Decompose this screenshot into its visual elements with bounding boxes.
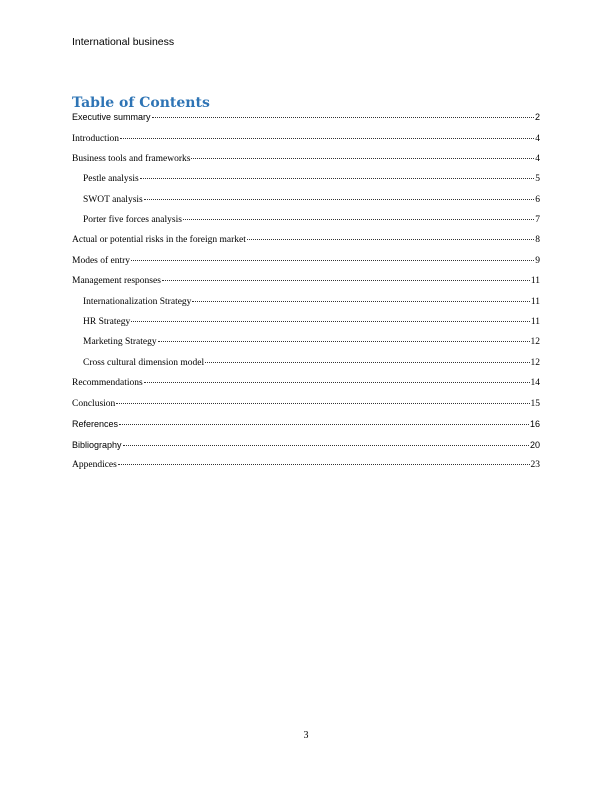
toc-dot-leader bbox=[152, 117, 534, 118]
toc-entry-recommendations[interactable] bbox=[72, 376, 540, 390]
toc-entry-label: Pestle analysis bbox=[83, 174, 139, 184]
toc-entry-business-tools[interactable] bbox=[72, 152, 540, 166]
toc-entry-page: 8 bbox=[535, 235, 540, 245]
toc-dot-leader bbox=[247, 239, 534, 240]
toc-entry-bibliography[interactable] bbox=[72, 438, 540, 452]
toc-entry-label: Conclusion bbox=[72, 399, 116, 409]
toc-entry-page: 4 bbox=[535, 134, 540, 144]
toc-entry-references[interactable] bbox=[72, 417, 540, 431]
toc-entry-page: 9 bbox=[535, 256, 540, 266]
toc-entry-page: 16 bbox=[529, 419, 540, 429]
toc-entry-page: 12 bbox=[530, 358, 540, 368]
toc-entry-label: Actual or potential risks in the foreign market bbox=[72, 235, 246, 245]
toc-entry-introduction[interactable] bbox=[72, 132, 540, 146]
toc-entry-internationalization[interactable] bbox=[83, 295, 540, 309]
toc-entry-page: 4 bbox=[535, 154, 540, 164]
toc-dot-leader bbox=[191, 158, 534, 159]
toc-entry-page: 11 bbox=[530, 317, 540, 327]
toc-entry-page: 5 bbox=[535, 174, 540, 184]
toc-entry-label: Marketing Strategy bbox=[83, 337, 157, 347]
toc-entry-label: Introduction bbox=[72, 134, 119, 144]
toc-entry-label: Business tools and frameworks bbox=[72, 154, 191, 164]
toc-entry-page: 11 bbox=[530, 297, 540, 307]
toc-entry-modes-of-entry[interactable] bbox=[72, 254, 540, 268]
toc-entry-page: 11 bbox=[530, 276, 540, 286]
toc-entry-label: Internationalization Strategy bbox=[83, 297, 192, 307]
toc-entry-label: Modes of entry bbox=[72, 256, 131, 266]
toc-entry-label: Executive summary bbox=[72, 112, 151, 122]
toc-entry-risks[interactable] bbox=[72, 233, 540, 247]
toc-dot-leader bbox=[183, 219, 534, 220]
toc-entry-hr-strategy[interactable] bbox=[83, 315, 540, 329]
page-header: International business bbox=[72, 36, 175, 48]
toc-entry-page: 12 bbox=[530, 337, 540, 347]
toc-entry-management-responses[interactable] bbox=[72, 274, 540, 288]
toc-dot-leader bbox=[131, 321, 530, 322]
toc-entry-conclusion[interactable] bbox=[72, 397, 540, 411]
toc-entry-cross-cultural[interactable] bbox=[83, 356, 540, 370]
toc-dot-leader bbox=[162, 280, 530, 281]
toc-entry-label: Appendices bbox=[72, 460, 117, 470]
toc-dot-leader bbox=[123, 445, 529, 446]
toc-entry-porter[interactable] bbox=[83, 213, 540, 227]
toc-dot-leader bbox=[116, 403, 529, 404]
page-number: 3 bbox=[303, 730, 309, 741]
toc-entry-page: 14 bbox=[530, 378, 540, 388]
toc-dot-leader bbox=[144, 382, 530, 383]
toc-dot-leader bbox=[120, 138, 534, 139]
toc-entry-label: Recommendations bbox=[72, 378, 143, 388]
toc-dot-leader bbox=[144, 199, 535, 200]
toc-entry-label: Porter five forces analysis bbox=[83, 215, 182, 225]
toc-entry-appendices[interactable] bbox=[72, 458, 540, 472]
toc-entry-page: 2 bbox=[534, 112, 540, 122]
toc-dot-leader bbox=[131, 260, 534, 261]
toc-entry-label: HR Strategy bbox=[83, 317, 131, 327]
toc-entry-page: 20 bbox=[529, 440, 540, 450]
toc-dot-leader bbox=[192, 301, 529, 302]
toc-dot-leader bbox=[205, 362, 529, 363]
toc-entry-page: 15 bbox=[530, 399, 540, 409]
toc-entry-swot[interactable] bbox=[83, 193, 540, 207]
toc-entry-label: Management responses bbox=[72, 276, 161, 286]
toc-dot-leader bbox=[140, 178, 535, 179]
toc-entry-pestle[interactable] bbox=[83, 172, 540, 186]
toc-dot-leader bbox=[119, 424, 529, 425]
toc-entry-label: Bibliography bbox=[72, 440, 122, 450]
toc-entry-label: References bbox=[72, 419, 119, 429]
toc-entry-executive-summary[interactable] bbox=[72, 110, 540, 124]
toc-entry-label: SWOT analysis bbox=[83, 195, 143, 205]
toc-title: Table of Contents bbox=[72, 95, 210, 111]
toc-dot-leader bbox=[118, 464, 530, 465]
toc-entry-label: Cross cultural dimension model bbox=[83, 358, 205, 368]
toc-entry-page: 23 bbox=[530, 460, 540, 470]
toc-entry-page: 7 bbox=[535, 215, 540, 225]
toc-entry-page: 6 bbox=[535, 195, 540, 205]
toc-entry-marketing-strategy[interactable] bbox=[83, 335, 540, 349]
toc-dot-leader bbox=[158, 341, 530, 342]
